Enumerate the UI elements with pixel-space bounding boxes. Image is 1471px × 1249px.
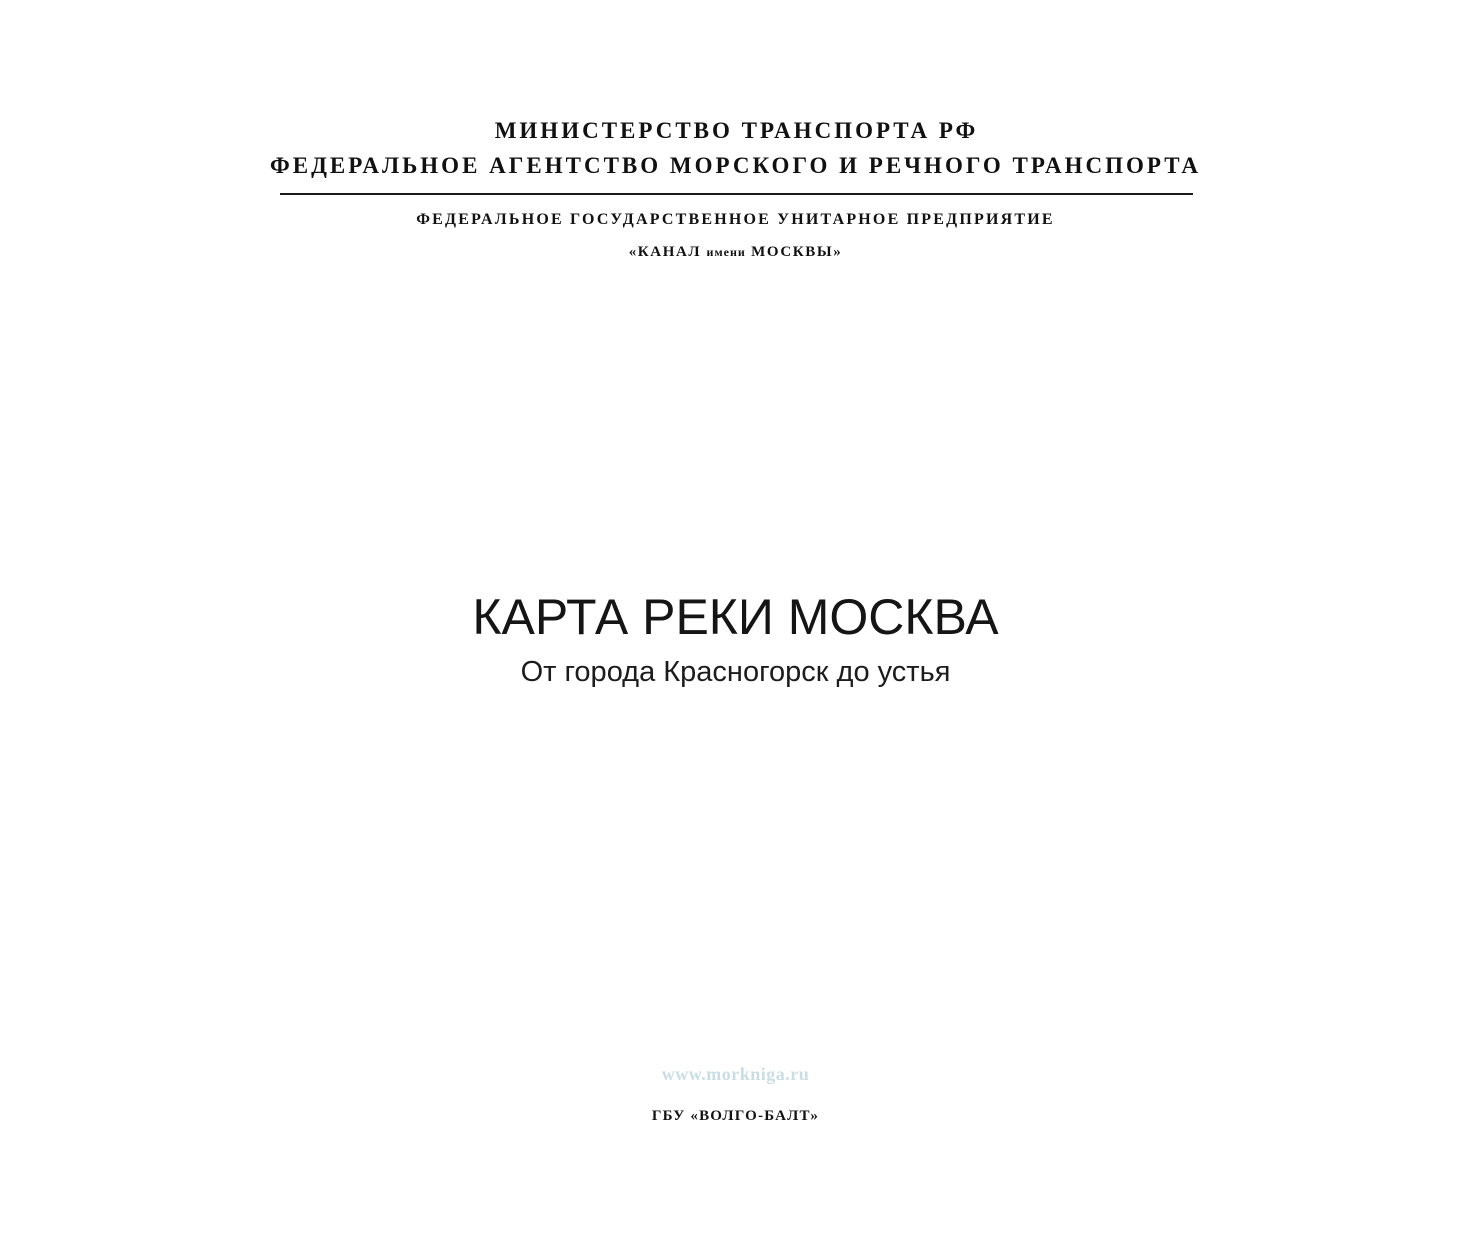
website-watermark: www.morkniga.ru (661, 1064, 810, 1084)
publisher-name: ГБУ «ВОЛГО-БАЛТ» (651, 1108, 820, 1124)
canal-heading (0, 244, 1471, 261)
map-title: КАРТА РЕКИ МОСКВА (472, 589, 999, 645)
canal-name-open: «КАНАЛ (628, 244, 702, 260)
agency-heading: ФЕДЕРАЛЬНОЕ АГЕНТСТВО МОРСКОГО И РЕЧНОГО ТРАНСПОРТА (269, 153, 1202, 178)
canal-name-middle: имени (706, 245, 746, 259)
map-subtitle: От города Красногорск до устья (520, 656, 951, 688)
enterprise-heading: ФЕДЕРАЛЬНОЕ ГОСУДАРСТВЕННОЕ УНИТАРНОЕ ПРЕДПРИЯТИЕ (416, 211, 1055, 228)
canal-name-close: МОСКВЫ» (751, 244, 843, 260)
ministry-heading: МИНИСТЕРСТВО ТРАНСПОРТА РФ (494, 118, 979, 143)
header-divider (280, 193, 1193, 195)
